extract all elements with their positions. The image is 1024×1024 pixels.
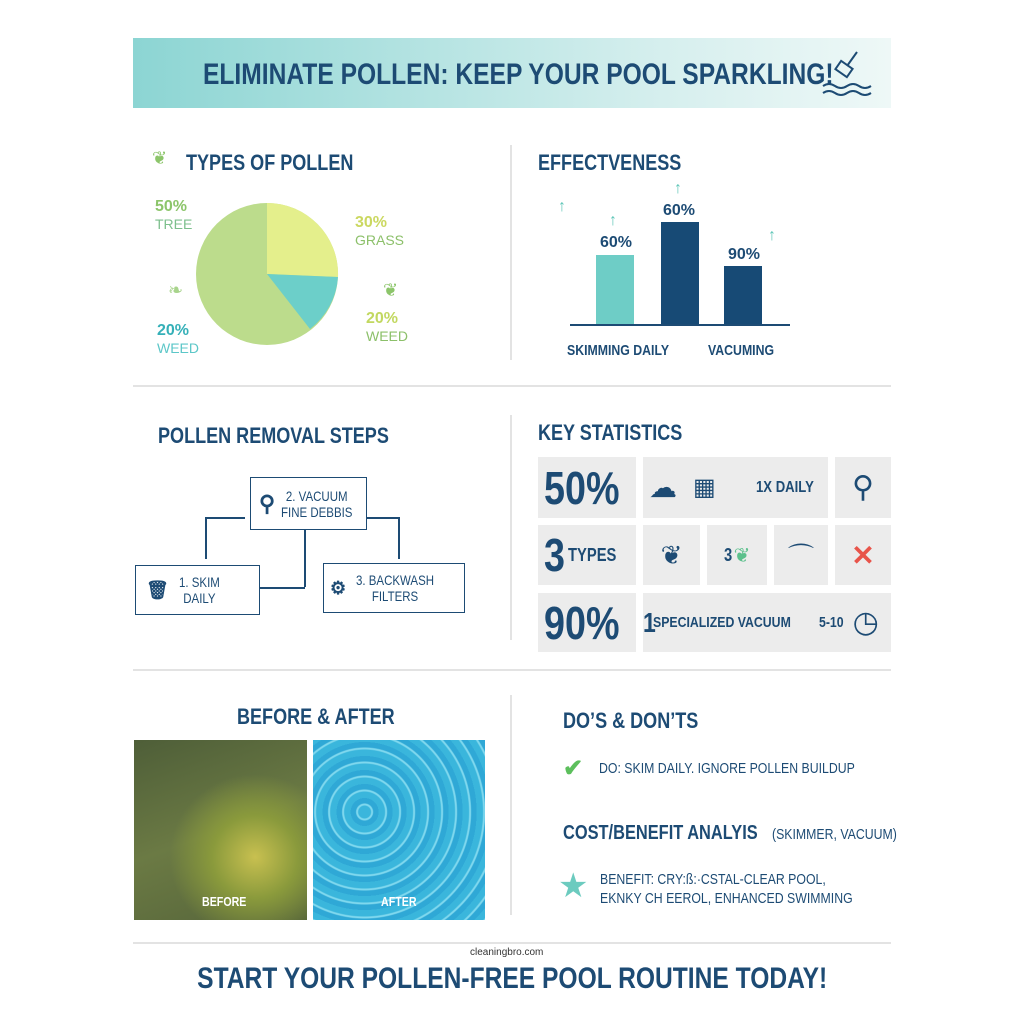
- basket-icon: ▦: [693, 474, 716, 501]
- label-weed-2: 20% WEED: [366, 310, 408, 344]
- stat-3-small: 3: [723, 544, 732, 565]
- pollen-types-title: TYPES OF POLLEN: [186, 150, 354, 175]
- up-arrow-icon: ↑: [609, 212, 617, 229]
- stats-title: KEY STATISTICS: [538, 420, 683, 445]
- cloud-icon: ☁: [649, 472, 677, 503]
- step-3-backwash: ⚙ 3. BACKWASH FILTERS: [323, 563, 465, 613]
- plant-icon: ❦: [383, 280, 399, 300]
- before-after-title: BEFORE & AFTER: [237, 704, 395, 729]
- bar-skimming: [596, 255, 634, 324]
- up-arrow-icon: ↑: [558, 198, 566, 215]
- check-icon: ✔: [563, 755, 584, 782]
- before-image: BEFORE: [134, 740, 307, 920]
- stat-vacuum: SPECIALIZED VACUUM: [652, 614, 791, 631]
- stat-daily: 1X DAILY: [755, 478, 814, 496]
- bar-2: [661, 222, 699, 324]
- effectiveness-chart: [558, 150, 790, 326]
- magnifier-icon: ⚲: [259, 490, 276, 516]
- stat-1: 1: [643, 606, 656, 638]
- up-arrow-icon: ↑: [768, 227, 776, 244]
- do-text: DO: SKIM DAILY. IGNORE POLLEN BUILDUP: [599, 760, 855, 777]
- magnifier-icon: ⚲: [852, 471, 874, 504]
- vacuum-icon: ⌒: [787, 541, 814, 572]
- page-title: ELIMINATE POLLEN: KEEP YOUR POOL SPARKLING!: [203, 58, 834, 91]
- step-1-skim: 🗑 1. SKIM DAILY: [135, 565, 260, 615]
- site-watermark: cleaningbro.com: [470, 947, 544, 958]
- benefit-text: BENEFIT: CRY:ß:·CSTAL-CLEAR POOL, EKNKY CH EEROL, ENHANCED SWIMMING: [600, 871, 853, 907]
- bar-vacuuming: [724, 266, 762, 324]
- footer-cta: START YOUR POLLEN-FREE POOL ROUTINE TODAY!: [196, 962, 828, 995]
- herb-icon: ❦: [733, 544, 751, 567]
- bar-label: 90%: [728, 246, 761, 263]
- pool-brush-icon: [821, 48, 873, 98]
- bar-label: 60%: [600, 234, 633, 251]
- label-weed: 20% WEED: [157, 322, 199, 356]
- trash-icon: 🗑: [146, 579, 169, 600]
- stat-50: 50%: [544, 461, 620, 514]
- cost-benefit-heading: COST/BENEFIT ANALYIS (SKIMMER, VACUUM): [563, 822, 898, 844]
- star-icon: ★: [558, 867, 589, 905]
- dos-title: DO’S & DON’TS: [563, 708, 699, 733]
- effectiveness-title: EFFECTVENESS: [538, 150, 682, 175]
- stat-types: TYPES: [567, 544, 616, 565]
- category-label: SKIMMING DAILY: [567, 342, 670, 359]
- x-icon: ✕: [851, 539, 875, 571]
- stat-minutes: 5-10: [818, 614, 844, 631]
- steps-title: POLLEN REMOVAL STEPS: [158, 423, 389, 448]
- bar-label: 60%: [663, 202, 696, 219]
- after-image: AFTER: [313, 740, 485, 920]
- leaf-icon: ❧: [168, 280, 184, 300]
- pollen-pie-chart: [190, 195, 350, 355]
- step-2-vacuum: ⚲ 2. VACUUM FINE DEBBIS: [250, 477, 367, 530]
- up-arrow-icon: ↑: [674, 180, 682, 197]
- label-tree: 50% TREE: [155, 198, 193, 232]
- stat-3: 3: [544, 529, 565, 581]
- vacuum-icon: ⚙: [330, 577, 347, 598]
- header-banner: [133, 38, 891, 108]
- category-label: VACUMING: [708, 342, 775, 359]
- clock-icon: ◷: [852, 606, 879, 639]
- leaf-icon: ❦: [152, 148, 168, 168]
- stat-90: 90%: [544, 596, 620, 649]
- label-grass: 30% GRASS: [355, 214, 405, 248]
- pie-slice-grass: [267, 203, 338, 277]
- plant-leaf-icon: ❦: [660, 539, 683, 570]
